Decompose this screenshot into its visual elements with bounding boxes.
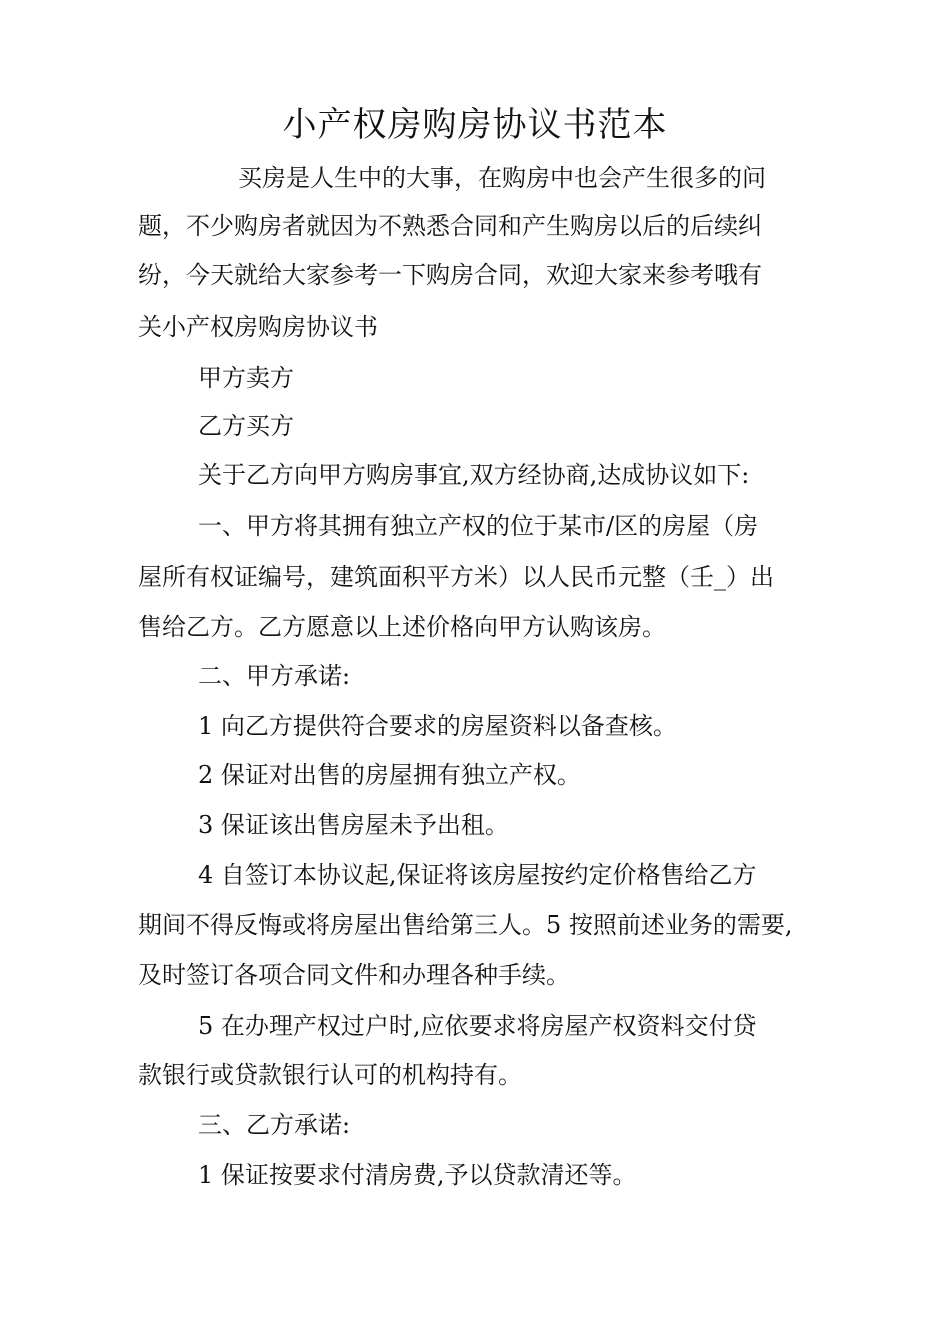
clause2-item-1: 1 向乙方提供符合要求的房屋资料以备查核。	[198, 712, 677, 740]
preamble: 关于乙方向甲方购房事宜,双方经协商,达成协议如下:	[198, 461, 750, 489]
clause2-item-5-line-2: 款银行或贷款银行认可的机构持有。	[138, 1061, 522, 1089]
document-title: 小产权房购房协议书范本	[282, 105, 668, 145]
party-b: 乙方买方	[198, 412, 294, 440]
party-a: 甲方卖方	[198, 364, 294, 392]
clause3-heading: 三、乙方承诺:	[198, 1111, 351, 1139]
intro-line-3: 纷，今天就给大家参考一下购房合同，欢迎大家来参考哦有	[138, 261, 762, 289]
intro-line-1: 买房是人生中的大事，在购房中也会产生很多的问	[238, 164, 766, 192]
clause2-item-4-line-2: 期间不得反悔或将房屋出售给第三人。5 按照前述业务的需要,	[138, 911, 793, 939]
clause2-item-3: 3 保证该出售房屋未予出租。	[198, 811, 509, 839]
clause2-item-4-line-3: 及时签订各项合同文件和办理各种手续。	[138, 961, 570, 989]
intro-line-4: 关小产权房购房协议书	[138, 313, 378, 341]
clause2-item-2: 2 保证对出售的房屋拥有独立产权。	[198, 761, 581, 789]
clause1-line-3: 售给乙方。乙方愿意以上述价格向甲方认购该房。	[138, 613, 666, 641]
clause1-line-1: 一、甲方将其拥有独立产权的位于某市/区的房屋（房	[198, 512, 759, 540]
intro-line-2: 题，不少购房者就因为不熟悉合同和产生购房以后的后续纠	[138, 212, 762, 240]
clause3-item-1: 1 保证按要求付清房费,予以贷款清还等。	[198, 1161, 637, 1189]
clause2-item-5-line-1: 5 在办理产权过户时,应依要求将房屋产权资料交付贷	[198, 1012, 757, 1040]
clause1-line-2: 屋所有权证编号，建筑面积平方米）以人民币元整（壬_）出	[138, 563, 774, 591]
clause2-heading: 二、甲方承诺:	[198, 662, 351, 690]
clause2-item-4-line-1: 4 自签订本协议起,保证将该房屋按约定价格售给乙方	[198, 861, 757, 889]
